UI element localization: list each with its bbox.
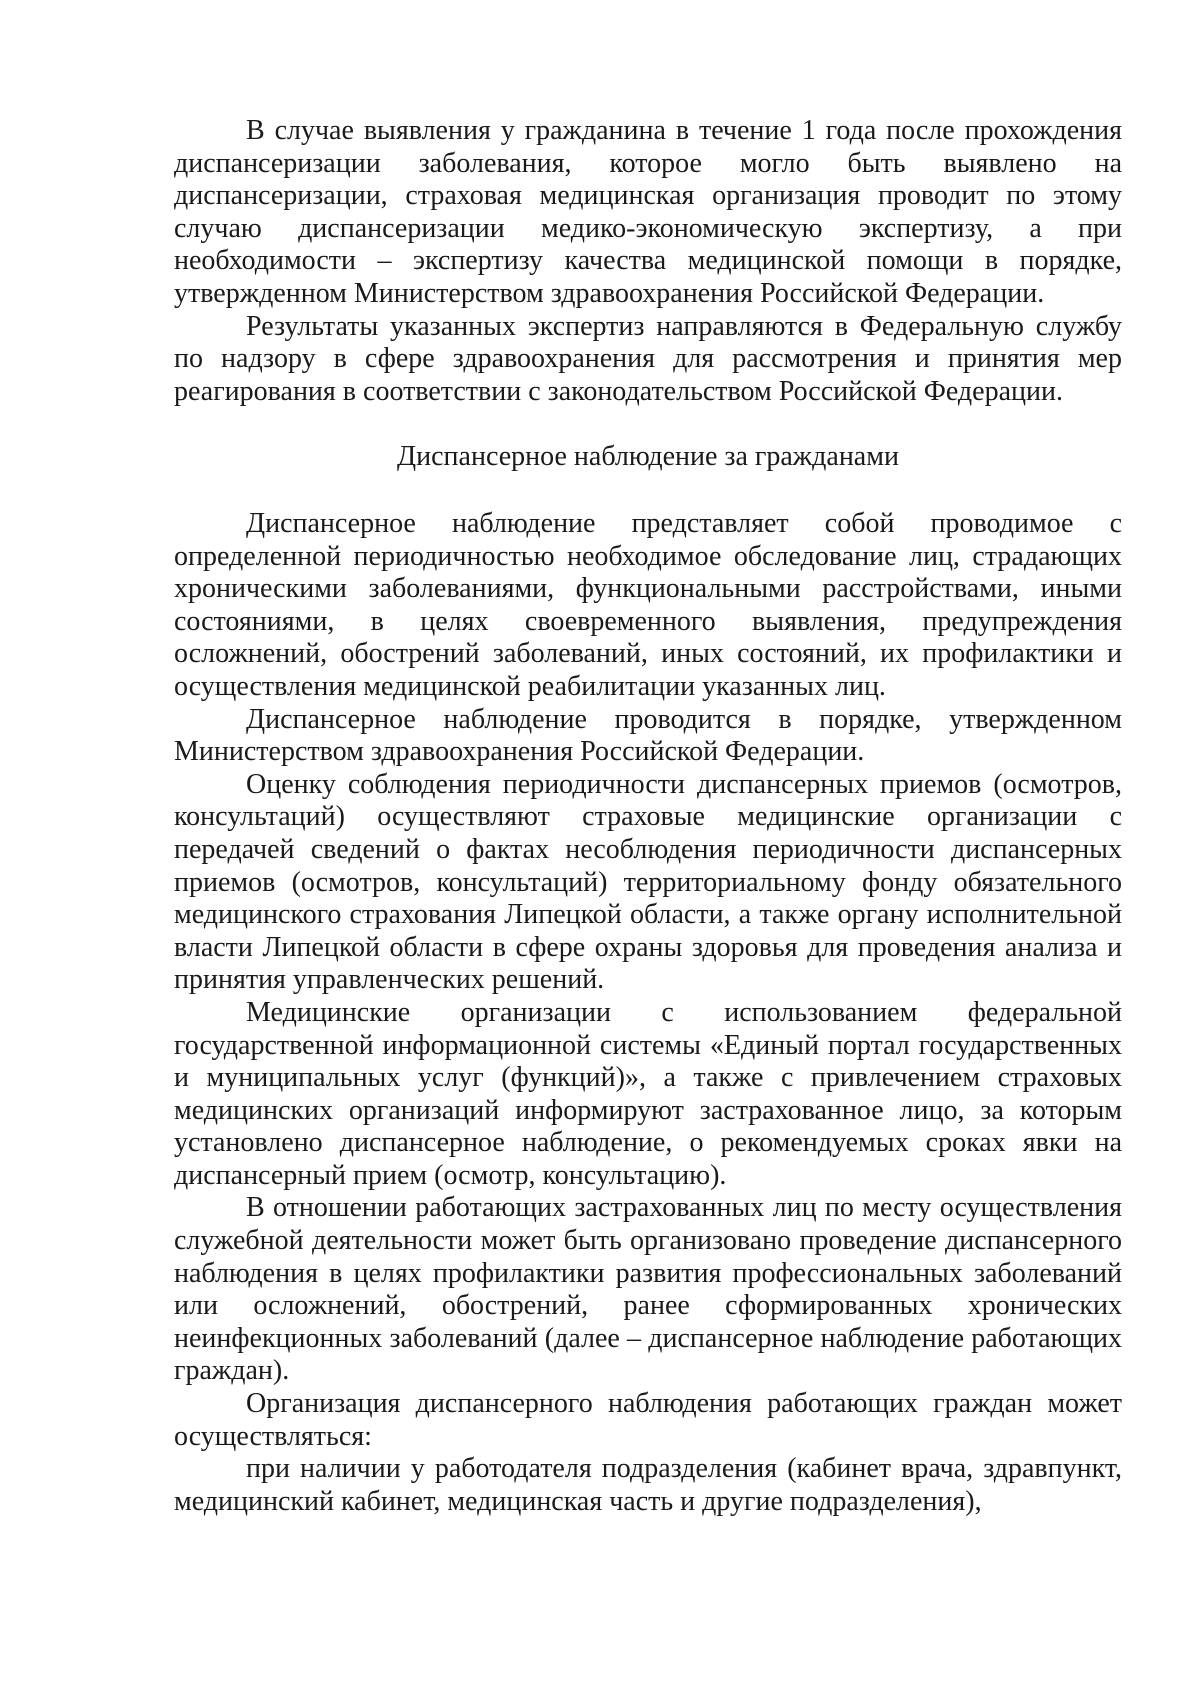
paragraph: Диспансерное наблюдение проводится в порядке, утвержденном Министерством здравоохранения Российской Федерации. — [174, 703, 1122, 768]
paragraph: Результаты указанных экспертиз направляются в Федеральную службу по надзору в сфере здравоохранения для рассмотрения и принятия мер реагирования в соответствии с законодательством Российской Федерации. — [174, 310, 1122, 407]
text-block-expertise — [174, 115, 1122, 408]
paragraph: В случае выявления у гражданина в течение 1 года после прохождения диспансеризации заболевания, которое могло быть выявлено на диспансеризации, страховая медицинская организация проводит по этому случаю диспансеризации медико-экономическую экспертизу, а при необходимости – экспертизу качества медицинской помощи в порядке, утвержденном Министерством здравоохранения Российской Федерации. — [174, 115, 1122, 309]
paragraph: Оценку соблюдения периодичности диспансерных приемов (осмотров, консультаций) осуществляют страховые медицинские организации с передачей сведений о фактах несоблюдения периодичности диспансерных приемов (осмотров, консультаций) территориальному фонду обязательного медицинского страхования Липецкой области, а также органу исполнительной власти Липецкой области в сфере охраны здоровья для проведения анализа и принятия управленческих решений. — [174, 768, 1122, 996]
paragraph: Диспансерное наблюдение представляет собой проводимое с определенной периодичностью необходимое обследование лиц, страдающих хроническими заболеваниями, функциональными расстройствами, иными состояниями, в целях своевременного выявления, предупреждения осложнений, обострений заболеваний, иных состояний, их профилактики и осуществления медицинской реабилитации указанных лиц. — [174, 508, 1122, 702]
text-block-observation — [174, 508, 1122, 1518]
section-heading: Диспансерное наблюдение за гражданами — [397, 441, 899, 472]
paragraph: при наличии у работодателя подразделения (кабинет врача, здравпункт, медицинский кабинет, медицинская часть и другие подразделения), — [174, 1453, 1122, 1517]
paragraph: В отношении работающих застрахованных лиц по месту осуществления служебной деятельности может быть организовано проведение диспансерного наблюдения в целях профилактики развития профессиональных заболеваний или осложнений, обострений, ранее сформированных хронических неинфекционных заболеваний (далее – диспансерное наблюдение работающих граждан). — [174, 1192, 1122, 1387]
paragraph: Организация диспансерного наблюдения работающих граждан может осуществляться: — [174, 1388, 1122, 1452]
paragraph: Медицинские организации с использованием федеральной государственной информационной системы «Единый портал государственных и муниципальных услуг (функций)», а также с привлечением страховых медицинских организаций информируют застрахованное лицо, за которым установлено диспансерное наблюдение, о рекомендуемых сроках явки на диспансерный прием (осмотр, консультацию). — [174, 996, 1122, 1191]
